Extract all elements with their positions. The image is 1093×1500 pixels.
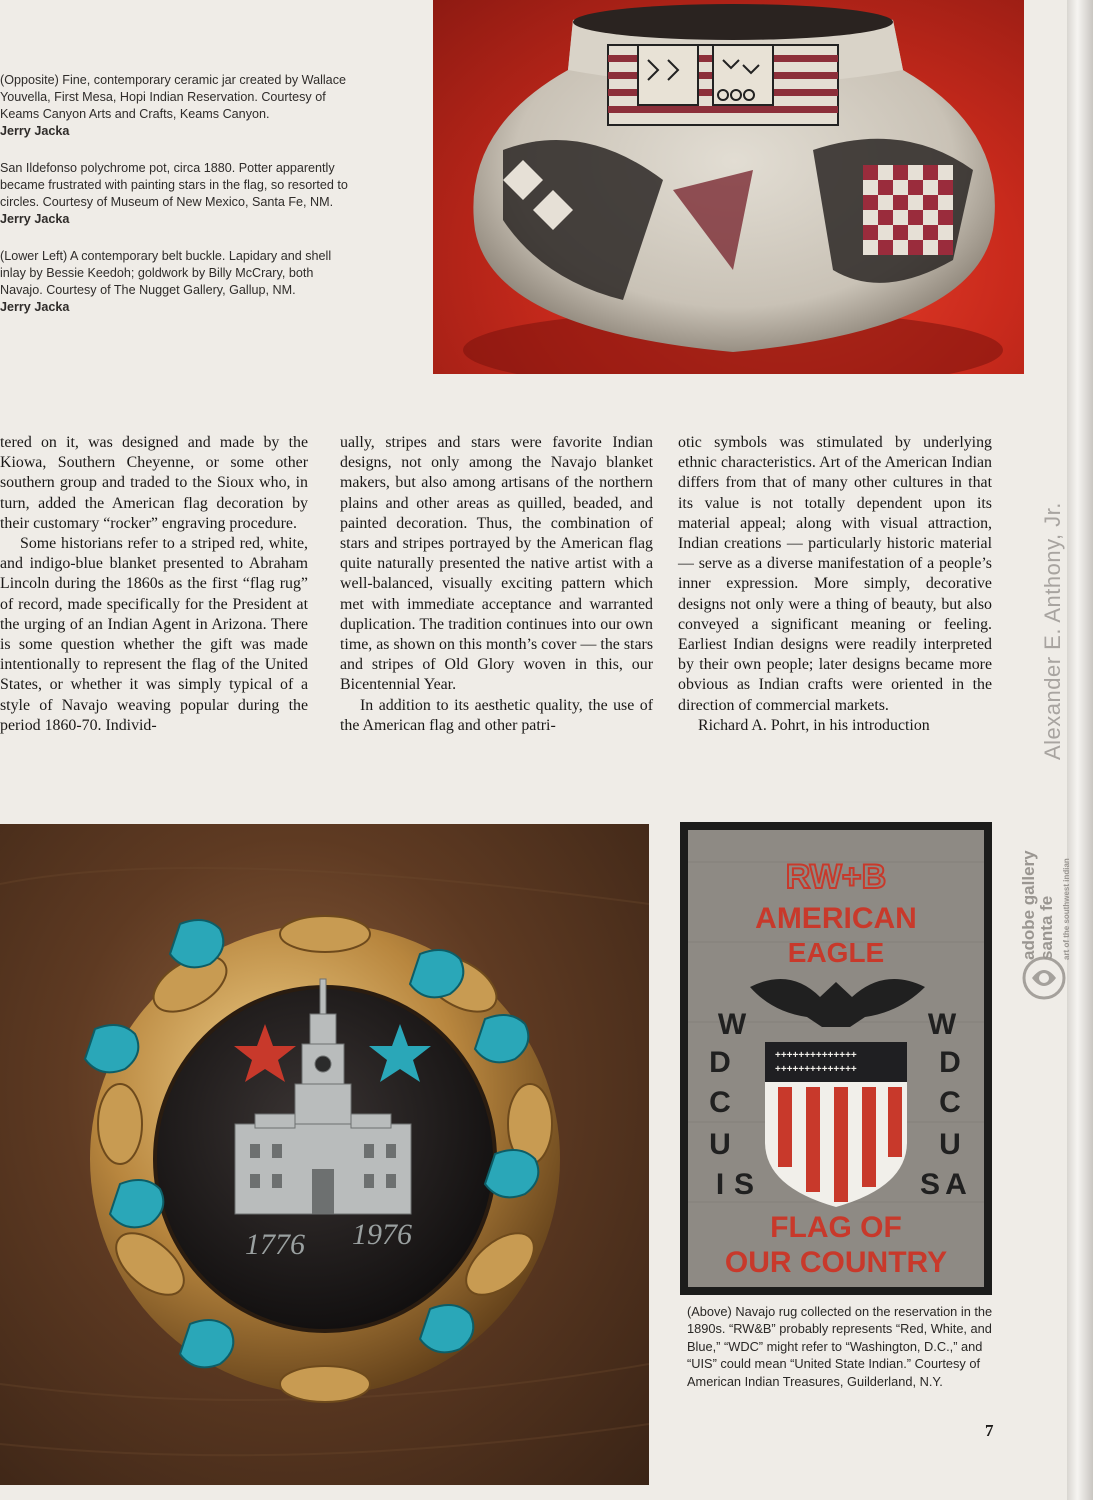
gallery-tagline: art of the southwest indian: [1062, 858, 1071, 960]
belt-buckle-illustration: [0, 824, 649, 1485]
text-column-3: [678, 433, 992, 736]
caption-pot: [0, 160, 420, 228]
buckle-year-left: 1776: [245, 1228, 305, 1261]
page-number: 7: [985, 1421, 994, 1440]
rug-left-letter: S: [733, 1168, 755, 1201]
caption-line: San Ildefonso polychrome pot, circa 1880. Potter apparently: [0, 161, 335, 175]
rug-text-line2: AMERICAN: [755, 902, 917, 935]
text-column-1: [0, 433, 308, 736]
navajo-rug-photo: [680, 822, 992, 1295]
page-spine: [1067, 0, 1093, 1500]
caption-line: became frustrated with painting stars in the flag, so resorted to: [0, 178, 348, 192]
photo-credit: Jerry Jacka: [0, 124, 70, 138]
rug-text-bottom2: OUR COUNTRY: [724, 1246, 948, 1279]
caption-rug: (Above) Navajo rug collected on the reservation in the 1890s. “RW&B” probably represents “Red, White, and Blue,” “WDC” might refer to “Washington, D.C.,” and “UIS” could mean “United State Indian.” Courtesy of American Indian Treasures, Guilderland, N.Y.: [687, 1304, 993, 1389]
caption-jar: [0, 72, 420, 140]
caption-line: Navajo. Courtesy of The Nugget Gallery, Gallup, NM.: [0, 283, 296, 297]
gallery-name-line: adobe gallery: [1019, 850, 1038, 960]
author-watermark: Alexander E. Anthony, Jr.: [1040, 502, 1065, 760]
paragraph: Richard A. Pohrt, in his introduction: [698, 716, 930, 734]
rug-text-bottom1: FLAG OF: [770, 1211, 902, 1244]
caption-buckle: [0, 248, 420, 316]
rug-left-letter: W: [717, 1008, 747, 1041]
svg-text:++++++++++++++: ++++++++++++++: [775, 1050, 857, 1061]
gallery-city: santa fe: [1037, 895, 1056, 960]
rug-text-line1: RW+B: [785, 858, 887, 896]
rug-text-line3: EAGLE: [787, 937, 885, 968]
paragraph: ually, stripes and stars were favorite Indian designs, not only among the Navajo blanket makers, but also among artisans of the northern plains and other areas as quilled, beaded, and painted decoration. Thus, the combination of stars and stripes portrayed by the American flag quite naturally presented the native artist with a well-balanced, visually exciting pattern which met with immediate acceptance and warranted duplication. The tradition continues into our own time, as shown on this month’s cover — the stars and stripes of Old Glory woven in this, our Bicentennial Year.: [340, 434, 653, 694]
caption-line: inlay by Bessie Keedoh; goldwork by Billy McCrary, both: [0, 266, 314, 280]
rug-right-letter: C: [939, 1086, 961, 1119]
ceramic-jar-illustration: [433, 0, 1024, 374]
rug-left-letter: U: [709, 1128, 731, 1161]
paragraph: tered on it, was designed and made by the Kiowa, Southern Cheyenne, or some other southern group and traded to the Sioux who, in turn, added the American flag decoration by their customary “rocker” engraving procedure.: [0, 434, 308, 532]
photo-credit: Jerry Jacka: [0, 300, 70, 314]
photo-credit: Jerry Jacka: [0, 212, 70, 226]
paragraph: Some historians refer to a striped red, white, and indigo-blue blanket presented to Abraham Lincoln during the 1860s as the first “flag rug” of record, made specifically for the President at the urging of an Indian Agent in Arizona. There is some question whether the gift was made intentionally to represent the flag of the United States, or whether it was simply typical of a style of Navajo weaving popular during the period 1860-70. Individ-: [0, 535, 308, 734]
caption-line: Youvella, First Mesa, Hopi Indian Reservation. Courtesy of: [0, 90, 326, 104]
text-column-2: [340, 433, 653, 736]
belt-buckle-photo: [0, 824, 649, 1485]
rug-right-letter: D: [939, 1046, 961, 1079]
rug-left-letter: D: [709, 1046, 731, 1079]
ceramic-jar-photo: [433, 0, 1024, 374]
rug-right-letter: S: [919, 1168, 941, 1201]
rug-right-letter: A: [945, 1168, 967, 1201]
rug-right-letter: W: [927, 1008, 957, 1041]
buckle-year-right: 1976: [352, 1218, 412, 1251]
rug-right-letter: U: [939, 1128, 961, 1161]
paragraph: otic symbols was stimulated by underlying ethnic characteristics. Art of the American Indian differs from that of many other cultures in that its value is not totally dependent upon its material appeal; along with visual attraction, Indian creations — particularly historic material — serve as a diverse manifestation of a people’s inner expression. More simply, decorative designs not only were a thing of beauty, but also conveyed a significant meaning or feeling. Earliest Indian designs were readily interpreted by their own people; later designs became more obvious as Indian crafts were oriented in the direction of commercial markets.: [678, 434, 992, 714]
caption-line: (Lower Left) A contemporary belt buckle. Lapidary and shell: [0, 249, 332, 263]
gallery-name: [1020, 850, 1056, 960]
rug-left-letter: I: [715, 1168, 725, 1201]
rug-left-letter: C: [709, 1086, 731, 1119]
paragraph: In addition to its aesthetic quality, the use of the American flag and other patri-: [340, 696, 653, 734]
svg-text:++++++++++++++: ++++++++++++++: [775, 1064, 857, 1075]
caption-line: (Opposite) Fine, contemporary ceramic jar created by Wallace: [0, 73, 346, 87]
caption-line: Keams Canyon Arts and Crafts, Keams Canyon.: [0, 107, 270, 121]
caption-line: circles. Courtesy of Museum of New Mexico, Santa Fe, NM.: [0, 195, 334, 209]
gallery-logo-icon: [1022, 956, 1066, 1000]
navajo-rug-illustration: [680, 822, 992, 1295]
